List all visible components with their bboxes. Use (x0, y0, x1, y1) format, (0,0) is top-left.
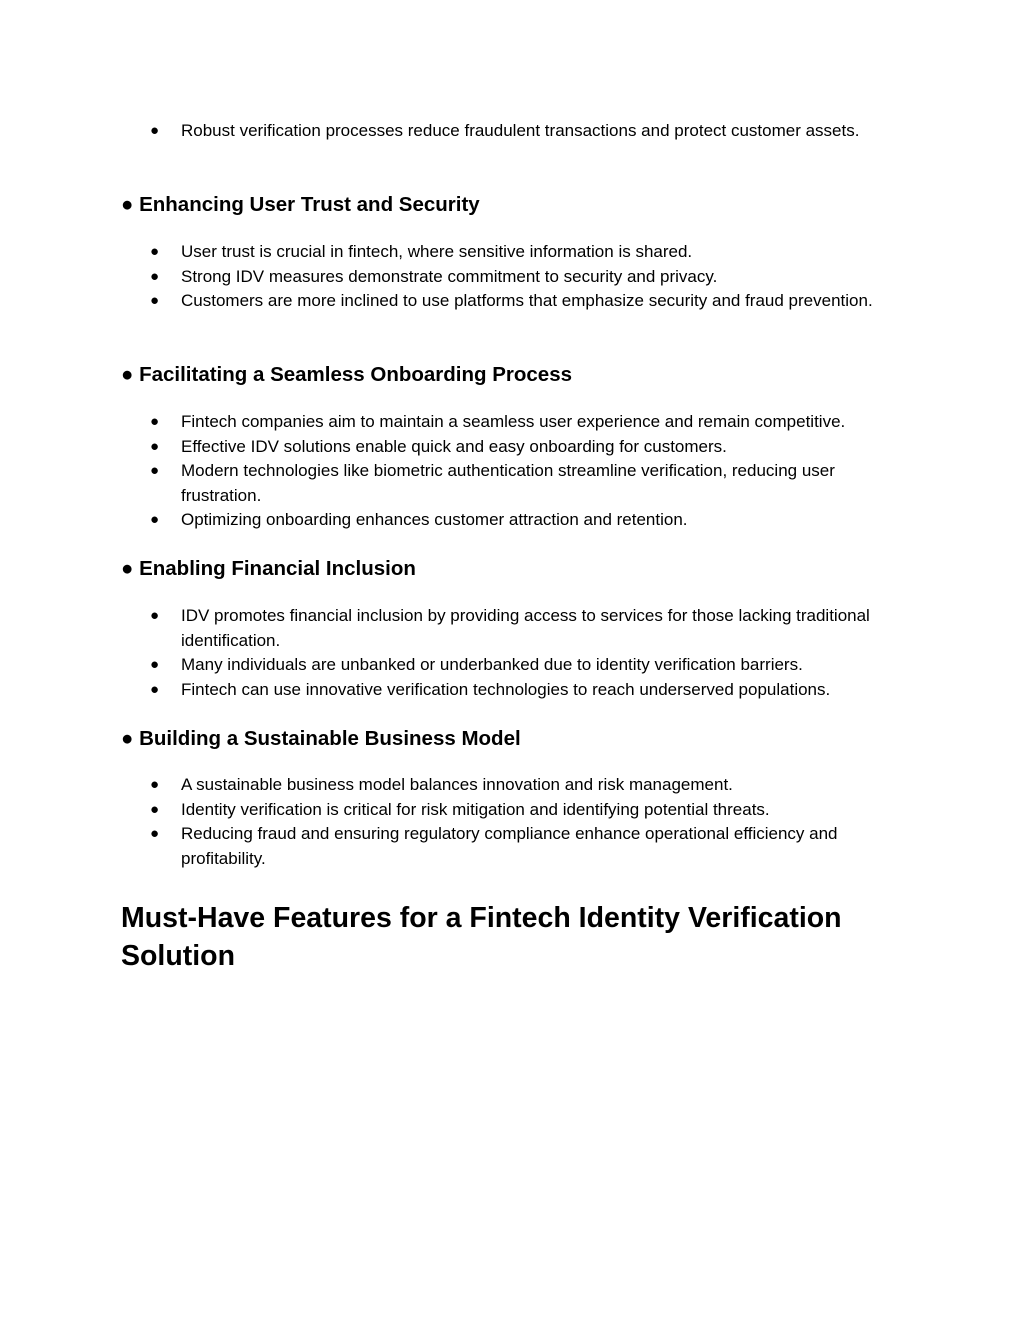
list-item: ● Customers are more inclined to use platforms that emphasize security and fraud prevention. (0, 289, 901, 314)
list-item: ● Optimizing onboarding enhances customer attraction and retention. (0, 508, 901, 533)
list-item: ● Reducing fraud and ensuring regulatory compliance enhance operational efficiency and profitability. (150, 824, 838, 868)
bullet-icon: ● (150, 800, 160, 818)
section-heading-financial-inclusion: ● Enabling Financial Inclusion (121, 557, 416, 580)
bullet-icon: ● (150, 680, 160, 698)
bullet-icon: ● (150, 122, 160, 139)
section-heading-business-model: ● Building a Sustainable Business Model (121, 727, 521, 750)
list-item: ● Fintech can use innovative verification technologies to reach underserved populations. (0, 678, 901, 703)
top-bullet-list (0, 119, 1024, 144)
bullet-icon: ● (150, 243, 160, 260)
bullet-icon: ● (150, 437, 160, 455)
bullet-icon: ● (150, 776, 160, 793)
list-item: ● Strong IDV measures demonstrate commitment to security and privacy. (0, 265, 901, 290)
bullet-icon: ● (150, 462, 160, 479)
list-item: ● Modern technologies like biometric authentication streamline verification, reducing user frustration. (150, 461, 835, 505)
list-item: ● Many individuals are unbanked or underbanked due to identity verification barriers. (0, 653, 901, 678)
bullet-icon: ● (150, 292, 160, 309)
list-item: ● User trust is crucial in fintech, where sensitive information is shared. (0, 240, 901, 265)
list-item: ● Identity verification is critical for risk mitigation and identifying potential threats. (0, 798, 901, 823)
section-list-user-trust (0, 240, 1024, 314)
bullet-icon: ● (150, 607, 160, 624)
bullet-icon: ● (150, 511, 160, 528)
section-heading-onboarding: ● Facilitating a Seamless Onboarding Process (121, 363, 572, 386)
section-list-business-model (0, 773, 1024, 871)
bullet-icon: ● (150, 825, 160, 842)
bullet-icon: ● (150, 656, 160, 673)
list-item: ● Fintech companies aim to maintain a seamless user experience and remain competitive. (0, 410, 901, 435)
section-heading-user-trust: ● Enhancing User Trust and Security (121, 193, 480, 216)
section-list-onboarding (0, 410, 1024, 533)
bullet-icon: ● (150, 267, 160, 285)
list-item: ● Effective IDV solutions enable quick and easy onboarding for customers. (0, 435, 901, 460)
list-item: ● A sustainable business model balances innovation and risk management. (0, 773, 901, 798)
list-item: ● Robust verification processes reduce fraudulent transactions and protect customer assets. (0, 119, 901, 144)
main-heading: Must-Have Features for a Fintech Identity Verification Solution (121, 902, 842, 972)
section-list-financial-inclusion (0, 604, 1024, 702)
bullet-icon: ● (150, 413, 160, 430)
list-item: ● IDV promotes financial inclusion by providing access to services for those lacking traditional identification. (150, 606, 870, 650)
